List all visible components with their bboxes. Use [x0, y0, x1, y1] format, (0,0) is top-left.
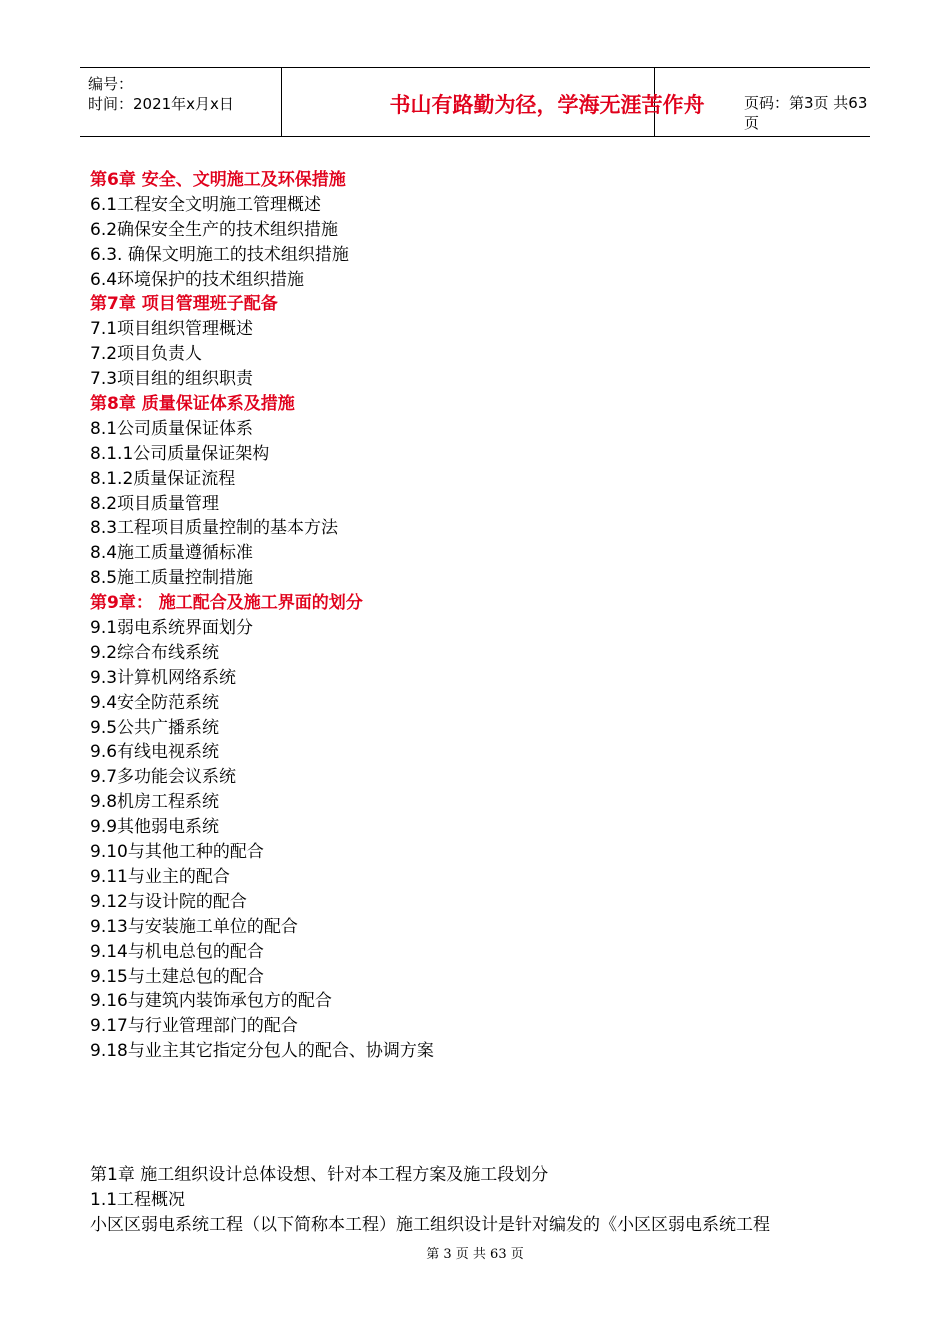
page-header	[80, 67, 870, 137]
toc-entry: 9.15与土建总包的配合	[90, 966, 264, 987]
toc-entry: 9.9其他弱电系统	[90, 817, 220, 838]
toc-entry: 6.1工程安全文明施工管理概述	[90, 194, 322, 215]
toc-entry: 8.2项目质量管理	[90, 493, 220, 514]
toc-entry: 9.11与业主的配合	[90, 866, 230, 887]
toc-chapter-heading: 第8章 质量保证体系及措施	[90, 394, 295, 415]
toc-chapter-heading: 第9章： 施工配合及施工界面的划分	[90, 593, 363, 614]
toc-entry: 9.17与行业管理部门的配合	[90, 1016, 298, 1037]
header-page-info: 页码：第3页 共63页	[744, 94, 868, 132]
toc-entry: 8.1.2质量保证流程	[90, 468, 236, 489]
header-meta	[88, 74, 234, 114]
toc-entry: 7.2项目负责人	[90, 344, 203, 365]
toc-entry: 6.3. 确保文明施工的技术组织措施	[90, 244, 349, 265]
toc-entry: 9.5公共广播系统	[90, 717, 220, 738]
toc-entry: 9.7多功能会议系统	[90, 767, 237, 788]
toc-chapter-heading: 第6章 安全、文明施工及环保措施	[90, 170, 346, 190]
toc-entry: 8.3工程项目质量控制的基本方法	[90, 518, 339, 539]
toc-entry: 7.1项目组织管理概述	[90, 319, 254, 340]
document-date: 时间：2021年x月x日	[88, 95, 234, 113]
toc-entry: 9.13与安装施工单位的配合	[90, 916, 298, 937]
toc-entry: 8.5施工质量控制措施	[90, 568, 254, 589]
section-heading: 1.1工程概况	[90, 1190, 186, 1210]
toc-entry: 9.14与机电总包的配合	[90, 941, 264, 962]
document-body	[90, 1163, 870, 1238]
page-footer: 第 3 页 共 63 页	[426, 1247, 524, 1262]
header-divider-left	[281, 68, 282, 136]
toc-entry: 9.8机房工程系统	[90, 792, 220, 813]
toc-entry: 9.2综合布线系统	[90, 642, 220, 663]
table-of-contents	[90, 168, 870, 1064]
chapter-heading: 第1章 施工组织设计总体设想、针对本工程方案及施工段划分	[90, 1165, 549, 1185]
toc-chapter-heading: 第7章 项目管理班子配备	[90, 294, 278, 315]
toc-entry: 9.16与建筑内装饰承包方的配合	[90, 991, 332, 1012]
toc-entry: 9.4安全防范系统	[90, 692, 220, 713]
toc-entry: 6.2确保安全生产的技术组织措施	[90, 219, 339, 240]
body-paragraph: 小区区弱电系统工程（以下简称本工程）施工组织设计是针对编发的《小区区弱电系统工程	[90, 1215, 770, 1235]
toc-entry: 9.10与其他工种的配合	[90, 842, 264, 863]
toc-entry: 6.4环境保护的技术组织措施	[90, 269, 305, 290]
toc-entry: 8.1公司质量保证体系	[90, 418, 254, 439]
toc-entry: 9.18与业主其它指定分包人的配合、协调方案	[90, 1041, 434, 1062]
toc-entry: 7.3项目组的组织职责	[90, 369, 254, 390]
toc-entry: 9.6有线电视系统	[90, 742, 220, 763]
toc-entry: 8.1.1公司质量保证架构	[90, 443, 270, 464]
toc-entry: 8.4施工质量遵循标准	[90, 543, 254, 564]
toc-entry: 9.12与设计院的配合	[90, 891, 247, 912]
header-motto: 书山有路勤为径，学海无涯苦作舟	[389, 93, 705, 117]
toc-entry: 9.3计算机网络系统	[90, 667, 237, 688]
document-number-label: 编号：	[88, 75, 134, 93]
toc-entry: 9.1弱电系统界面划分	[90, 618, 254, 639]
